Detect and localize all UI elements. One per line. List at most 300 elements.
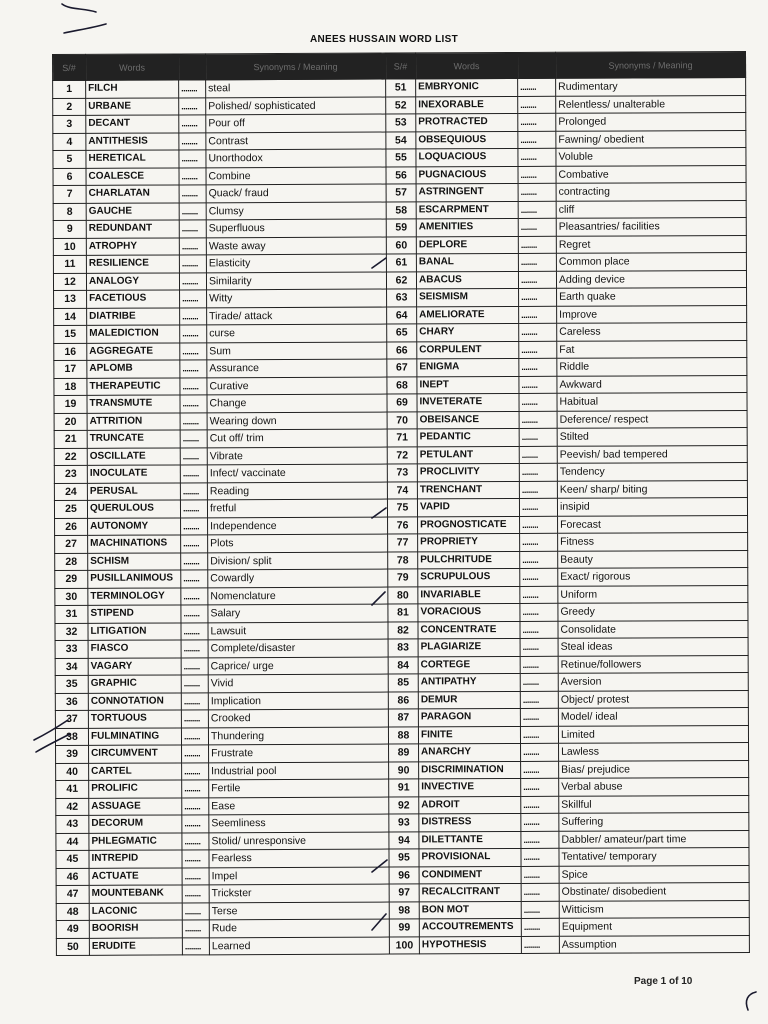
meaning: Division/ split (208, 552, 388, 570)
meaning: Clumsy (206, 202, 386, 220)
dot-leader: ........ (179, 80, 206, 98)
meaning: Fawning/ obedient (556, 130, 746, 148)
word-number: 35 (55, 675, 88, 693)
dot-leader: ........ (182, 815, 209, 833)
dot-leader: ........ (519, 323, 557, 341)
word-number: 11 (53, 255, 86, 273)
word-number: 66 (387, 341, 417, 359)
word: CHARY (417, 323, 519, 341)
word-number: 6 (53, 168, 86, 186)
word-number: 83 (388, 639, 418, 657)
dot-leader: ........ (182, 780, 209, 798)
meaning: Witty (207, 289, 387, 307)
word: MACHINATIONS (88, 535, 181, 553)
word: LITIGATION (88, 622, 181, 640)
meaning: Tentative/ temporary (559, 847, 749, 865)
word: MALEDICTION (87, 325, 180, 343)
dot-leader: ........ (181, 710, 208, 728)
meaning: Lawless (559, 742, 749, 760)
word: TERMINOLOGY (88, 587, 181, 605)
meaning: Voluble (556, 147, 746, 165)
meaning: Aversion (558, 672, 748, 690)
word-number: 81 (388, 604, 418, 622)
dot-leader: ........ (181, 552, 208, 570)
dot-leader: ........ (520, 708, 558, 726)
word: PLAGIARIZE (418, 638, 520, 656)
word-number: 68 (387, 376, 417, 394)
word: REDUNDANT (86, 220, 179, 238)
meaning: Beauty (558, 550, 748, 568)
dot-leader: ........ (519, 498, 557, 516)
word-number: 96 (389, 866, 419, 884)
meaning: Fat (557, 340, 747, 358)
meaning: Steal ideas (558, 637, 748, 655)
dot-leader: ........ (519, 428, 557, 446)
meaning: Greedy (558, 602, 748, 620)
dot-leader: ........ (521, 831, 559, 849)
meaning: Fertile (209, 779, 389, 797)
meaning: Spice (559, 865, 749, 883)
word: PULCHRITUDE (418, 551, 520, 569)
meaning: Limited (558, 725, 748, 743)
meaning: Independence (208, 517, 388, 535)
word-number: 12 (53, 273, 86, 291)
word: DEMUR (418, 691, 520, 709)
meaning: Combative (556, 165, 746, 183)
dot-leader: ........ (520, 551, 558, 569)
meaning: Caprice/ urge (208, 657, 388, 675)
dot-leader: ........ (182, 885, 209, 903)
word: ANTIPATHY (418, 673, 520, 691)
word: STIPEND (88, 605, 181, 623)
meaning: Curative (207, 377, 387, 395)
word: THERAPEUTIC (87, 377, 180, 395)
dot-leader: ........ (182, 762, 209, 780)
word-number: 45 (56, 850, 89, 868)
word-number: 54 (386, 131, 416, 149)
word: SCHISM (88, 552, 181, 570)
dot-leader: ........ (180, 412, 207, 430)
dot-leader: ........ (180, 307, 207, 325)
word-number: 88 (388, 726, 418, 744)
meaning: steal (206, 79, 386, 97)
dot-leader: ........ (521, 848, 559, 866)
dot-leader: ........ (518, 166, 556, 184)
word-number: 93 (389, 814, 419, 832)
word-number: 89 (389, 744, 419, 762)
word-number: 43 (56, 815, 89, 833)
scribble-top-left-2 (64, 24, 106, 33)
dot-leader: ........ (521, 901, 559, 919)
meaning: Equipment (559, 917, 749, 935)
meaning: Consolidate (558, 620, 748, 638)
word: INVETERATE (417, 393, 519, 411)
word: ERUDITE (89, 937, 182, 955)
meaning: Dabbler/ amateur/part time (559, 830, 749, 848)
word: PROVISIONAL (419, 848, 521, 866)
word-number: 29 (55, 570, 88, 588)
dot-leader: ........ (181, 605, 208, 623)
word-number: 16 (54, 343, 87, 361)
dot-leader: ........ (519, 446, 557, 464)
word-number: 70 (387, 411, 417, 429)
word: PARAGON (418, 708, 520, 726)
word-number: 100 (389, 936, 419, 954)
word-number: 62 (386, 271, 416, 289)
word-number: 50 (56, 938, 89, 956)
meaning: Uniform (558, 585, 748, 603)
header-word-left: Words (86, 54, 179, 80)
word: TORTUOUS (88, 710, 181, 728)
dot-leader: ........ (520, 516, 558, 534)
word-number: 13 (54, 290, 87, 308)
header-meaning-right: Synonyms / Meaning (555, 51, 745, 78)
dot-leader: ........ (518, 183, 556, 201)
dot-leader: ........ (180, 482, 207, 500)
dot-leader: ........ (518, 218, 556, 236)
word: CONDIMENT (419, 866, 521, 884)
word: PROGNOSTICATE (418, 516, 520, 534)
word: SCRUPULOUS (418, 568, 520, 586)
meaning: Crooked (208, 709, 388, 727)
meaning: Stilted (557, 427, 747, 445)
word: HERETICAL (86, 150, 179, 168)
dot-leader: ........ (519, 306, 557, 324)
word-number: 73 (387, 464, 417, 482)
meaning: Witticism (559, 900, 749, 918)
word-number: 67 (387, 359, 417, 377)
word-number: 30 (55, 588, 88, 606)
word: ENIGMA (417, 358, 519, 376)
meaning: Salary (208, 604, 388, 622)
scribble-top-left (62, 4, 96, 12)
word-number: 91 (389, 779, 419, 797)
word-number: 61 (386, 254, 416, 272)
dot-leader: ........ (182, 850, 209, 868)
word: OBEISANCE (417, 411, 519, 429)
dot-leader: ........ (180, 447, 207, 465)
meaning: Ease (209, 797, 389, 815)
word-number: 46 (56, 868, 89, 886)
dot-leader: ........ (181, 640, 208, 658)
word-number: 33 (55, 640, 88, 658)
word-number: 15 (54, 325, 87, 343)
dot-leader: ........ (518, 113, 556, 131)
meaning: Exact/ rigorous (558, 567, 748, 585)
dot-leader: ........ (519, 288, 557, 306)
meaning: Vibrate (207, 447, 387, 465)
dot-leader: ........ (520, 726, 558, 744)
dot-leader: ........ (179, 132, 206, 150)
dot-leader: ........ (518, 253, 556, 271)
word-number: 1 (53, 80, 86, 98)
word-list-table (52, 51, 750, 956)
word-number: 69 (387, 394, 417, 412)
word-number: 99 (389, 919, 419, 937)
dot-leader: ........ (521, 936, 559, 954)
dot-leader: ........ (519, 341, 557, 359)
meaning: Riddle (557, 357, 747, 375)
word-number: 53 (386, 114, 416, 132)
word-number: 90 (389, 761, 419, 779)
dot-leader: ........ (179, 202, 206, 220)
word: CIRCUMVENT (89, 745, 182, 763)
meaning: Deference/ respect (557, 410, 747, 428)
dot-leader: ........ (521, 743, 559, 761)
meaning: Improve (557, 305, 747, 323)
word: INEPT (417, 376, 519, 394)
meaning: Complete/disaster (208, 639, 388, 657)
meaning: Superfluous (206, 219, 386, 237)
word: ANALOGY (86, 272, 179, 290)
dot-leader: ........ (521, 813, 559, 831)
word: INVARIABLE (418, 586, 520, 604)
page-title: ANEES HUSSAIN WORD LIST (309, 34, 459, 45)
meaning: Regret (556, 235, 746, 253)
meaning: fretful (207, 499, 387, 517)
word-list-sheet (52, 51, 749, 956)
meaning: curse (207, 324, 387, 342)
word: TRUNCATE (87, 430, 180, 448)
word-number: 86 (388, 691, 418, 709)
dot-leader: ........ (179, 115, 206, 133)
word-number: 47 (56, 885, 89, 903)
word-number: 10 (53, 238, 86, 256)
word: PERUSAL (87, 482, 180, 500)
word-number: 80 (388, 586, 418, 604)
meaning: Relentless/ unalterable (556, 95, 746, 113)
word-number: 26 (55, 518, 88, 536)
meaning: Assumption (559, 935, 749, 953)
word-number: 8 (53, 203, 86, 221)
meaning: Lawsuit (208, 622, 388, 640)
word-number: 18 (54, 378, 87, 396)
dot-leader: ........ (518, 271, 556, 289)
meaning: Cut off/ trim (207, 429, 387, 447)
meaning: Common place (556, 252, 746, 270)
word-number: 38 (55, 728, 88, 746)
meaning: Terse (209, 902, 389, 920)
word-number: 78 (388, 551, 418, 569)
dot-leader: ........ (520, 656, 558, 674)
dot-leader: ........ (518, 131, 556, 149)
word: PHLEGMATIC (89, 832, 182, 850)
word-number: 27 (55, 535, 88, 553)
word-number: 63 (387, 289, 417, 307)
meaning: Sum (207, 342, 387, 360)
dot-leader: ........ (181, 587, 208, 605)
meaning: Object/ protest (558, 690, 748, 708)
meaning: Rude (209, 919, 389, 937)
word: RESILIENCE (86, 255, 179, 273)
word-number: 20 (54, 413, 87, 431)
word: COALESCE (86, 167, 179, 185)
word-number: 56 (386, 166, 416, 184)
word-number: 37 (55, 710, 88, 728)
dot-leader: ........ (520, 621, 558, 639)
meaning: Awkward (557, 375, 747, 393)
word-number: 40 (56, 763, 89, 781)
meaning: Habitual (557, 392, 747, 410)
word-number: 87 (388, 709, 418, 727)
dot-leader: ........ (519, 393, 557, 411)
dot-leader: ........ (520, 533, 558, 551)
dot-leader: ........ (180, 395, 207, 413)
word: TRENCHANT (417, 481, 519, 499)
word: RECALCITRANT (419, 883, 521, 901)
word-number: 7 (53, 185, 86, 203)
word-number: 74 (387, 481, 417, 499)
header-word-right: Words (415, 52, 517, 78)
dot-leader: ........ (179, 185, 206, 203)
meaning: cliff (556, 200, 746, 218)
word: ANARCHY (419, 743, 521, 761)
word: CORTEGE (418, 656, 520, 674)
word: APLOMB (87, 360, 180, 378)
word: ESCARPMENT (416, 201, 518, 219)
word-number: 92 (389, 796, 419, 814)
meaning: Change (207, 394, 387, 412)
word: LACONIC (89, 902, 182, 920)
dot-leader: ........ (181, 657, 208, 675)
dot-leader: ........ (520, 673, 558, 691)
dot-leader: ........ (518, 148, 556, 166)
word-number: 24 (54, 483, 87, 501)
word: BOORISH (89, 920, 182, 938)
word: PROCLIVITY (417, 463, 519, 481)
word-number: 22 (54, 448, 87, 466)
meaning: Tirade/ attack (207, 307, 387, 325)
word: FACETIOUS (87, 290, 180, 308)
dot-leader: ........ (179, 97, 206, 115)
meaning: Trickster (209, 884, 389, 902)
word-number: 48 (56, 903, 89, 921)
corner-mark (746, 992, 756, 1010)
meaning: Infect/ vaccinate (207, 464, 387, 482)
meaning: Verbal abuse (559, 777, 749, 795)
word: EMBRYONIC (416, 78, 518, 96)
word: CORPULENT (417, 341, 519, 359)
word-number: 32 (55, 623, 88, 641)
meaning: Fearless (209, 849, 389, 867)
meaning: insipid (557, 497, 747, 515)
word: TRANSMUTE (87, 395, 180, 413)
word: DECORUM (89, 815, 182, 833)
table-body (53, 77, 750, 955)
word-number: 58 (386, 201, 416, 219)
word: OBSEQUIOUS (416, 131, 518, 149)
word: ANTITHESIS (86, 132, 179, 150)
word: URBANE (86, 97, 179, 115)
word-number: 52 (386, 96, 416, 114)
word-number: 41 (56, 780, 89, 798)
word: FIASCO (88, 640, 181, 658)
dot-leader: ........ (179, 272, 206, 290)
meaning: Skillful (559, 795, 749, 813)
word-number: 75 (387, 499, 417, 517)
word: BON MOT (419, 901, 521, 919)
word-number: 55 (386, 149, 416, 167)
meaning: Polished/ sophisticated (206, 97, 386, 115)
word-number: 21 (54, 430, 87, 448)
word: CONNOTATION (88, 692, 181, 710)
dot-leader: ........ (521, 918, 559, 936)
word: HYPOTHESIS (419, 936, 521, 954)
dot-leader: ........ (179, 220, 206, 238)
word-number: 71 (387, 429, 417, 447)
word: DISCRIMINATION (419, 761, 521, 779)
dot-leader: ........ (179, 255, 206, 273)
header-no-right: S/# (385, 53, 415, 79)
word: ASTRINGENT (416, 183, 518, 201)
meaning: Obstinate/ disobedient (559, 882, 749, 900)
meaning: Model/ ideal (558, 707, 748, 725)
dot-leader: ........ (180, 465, 207, 483)
word: MOUNTEBANK (89, 885, 182, 903)
word: INVECTIVE (419, 778, 521, 796)
dot-leader: ........ (182, 832, 209, 850)
dot-leader: ........ (520, 638, 558, 656)
word: ABACUS (416, 271, 518, 289)
word: ASSUAGE (89, 797, 182, 815)
meaning: Frustrate (209, 744, 389, 762)
word-number: 2 (53, 98, 86, 116)
word-number: 31 (55, 605, 88, 623)
word: ATTRITION (87, 412, 180, 430)
meaning: Elasticity (206, 254, 386, 272)
word-number: 59 (386, 219, 416, 237)
dot-leader: ........ (181, 535, 208, 553)
word-number: 5 (53, 150, 86, 168)
word: OSCILLATE (87, 447, 180, 465)
word: DISTRESS (419, 813, 521, 831)
word-number: 17 (54, 360, 87, 378)
dot-leader: ........ (179, 167, 206, 185)
dot-leader: ........ (521, 796, 559, 814)
dot-leader: ........ (519, 411, 557, 429)
dot-leader: ........ (521, 883, 559, 901)
word: INOCULATE (87, 465, 180, 483)
meaning: Bias/ prejudice (559, 760, 749, 778)
word-number: 79 (388, 569, 418, 587)
word: FILCH (86, 80, 179, 98)
meaning: Nomenclature (208, 587, 388, 605)
word-number: 76 (388, 516, 418, 534)
meaning: Thundering (208, 727, 388, 745)
dot-leader: ........ (180, 500, 207, 518)
word-number: 36 (55, 693, 88, 711)
dot-leader: ........ (519, 376, 557, 394)
word: PUGNACIOUS (416, 166, 518, 184)
meaning: Quack/ fraud (206, 184, 386, 202)
word: ATROPHY (86, 237, 179, 255)
dot-leader: ........ (180, 377, 207, 395)
meaning: Careless (557, 322, 747, 340)
word: ACCOUTREMENTS (419, 918, 521, 936)
meaning: Adding device (556, 270, 746, 288)
meaning: Pour off (206, 114, 386, 132)
word-number: 19 (54, 395, 87, 413)
word: VAGARY (88, 657, 181, 675)
meaning: contracting (556, 182, 746, 200)
word-number: 34 (55, 658, 88, 676)
word: GAUCHE (86, 202, 179, 220)
word: INTREPID (89, 850, 182, 868)
word: VAPID (417, 498, 519, 516)
dot-leader: ........ (182, 937, 209, 955)
word-number: 60 (386, 236, 416, 254)
dot-leader: ........ (181, 727, 208, 745)
